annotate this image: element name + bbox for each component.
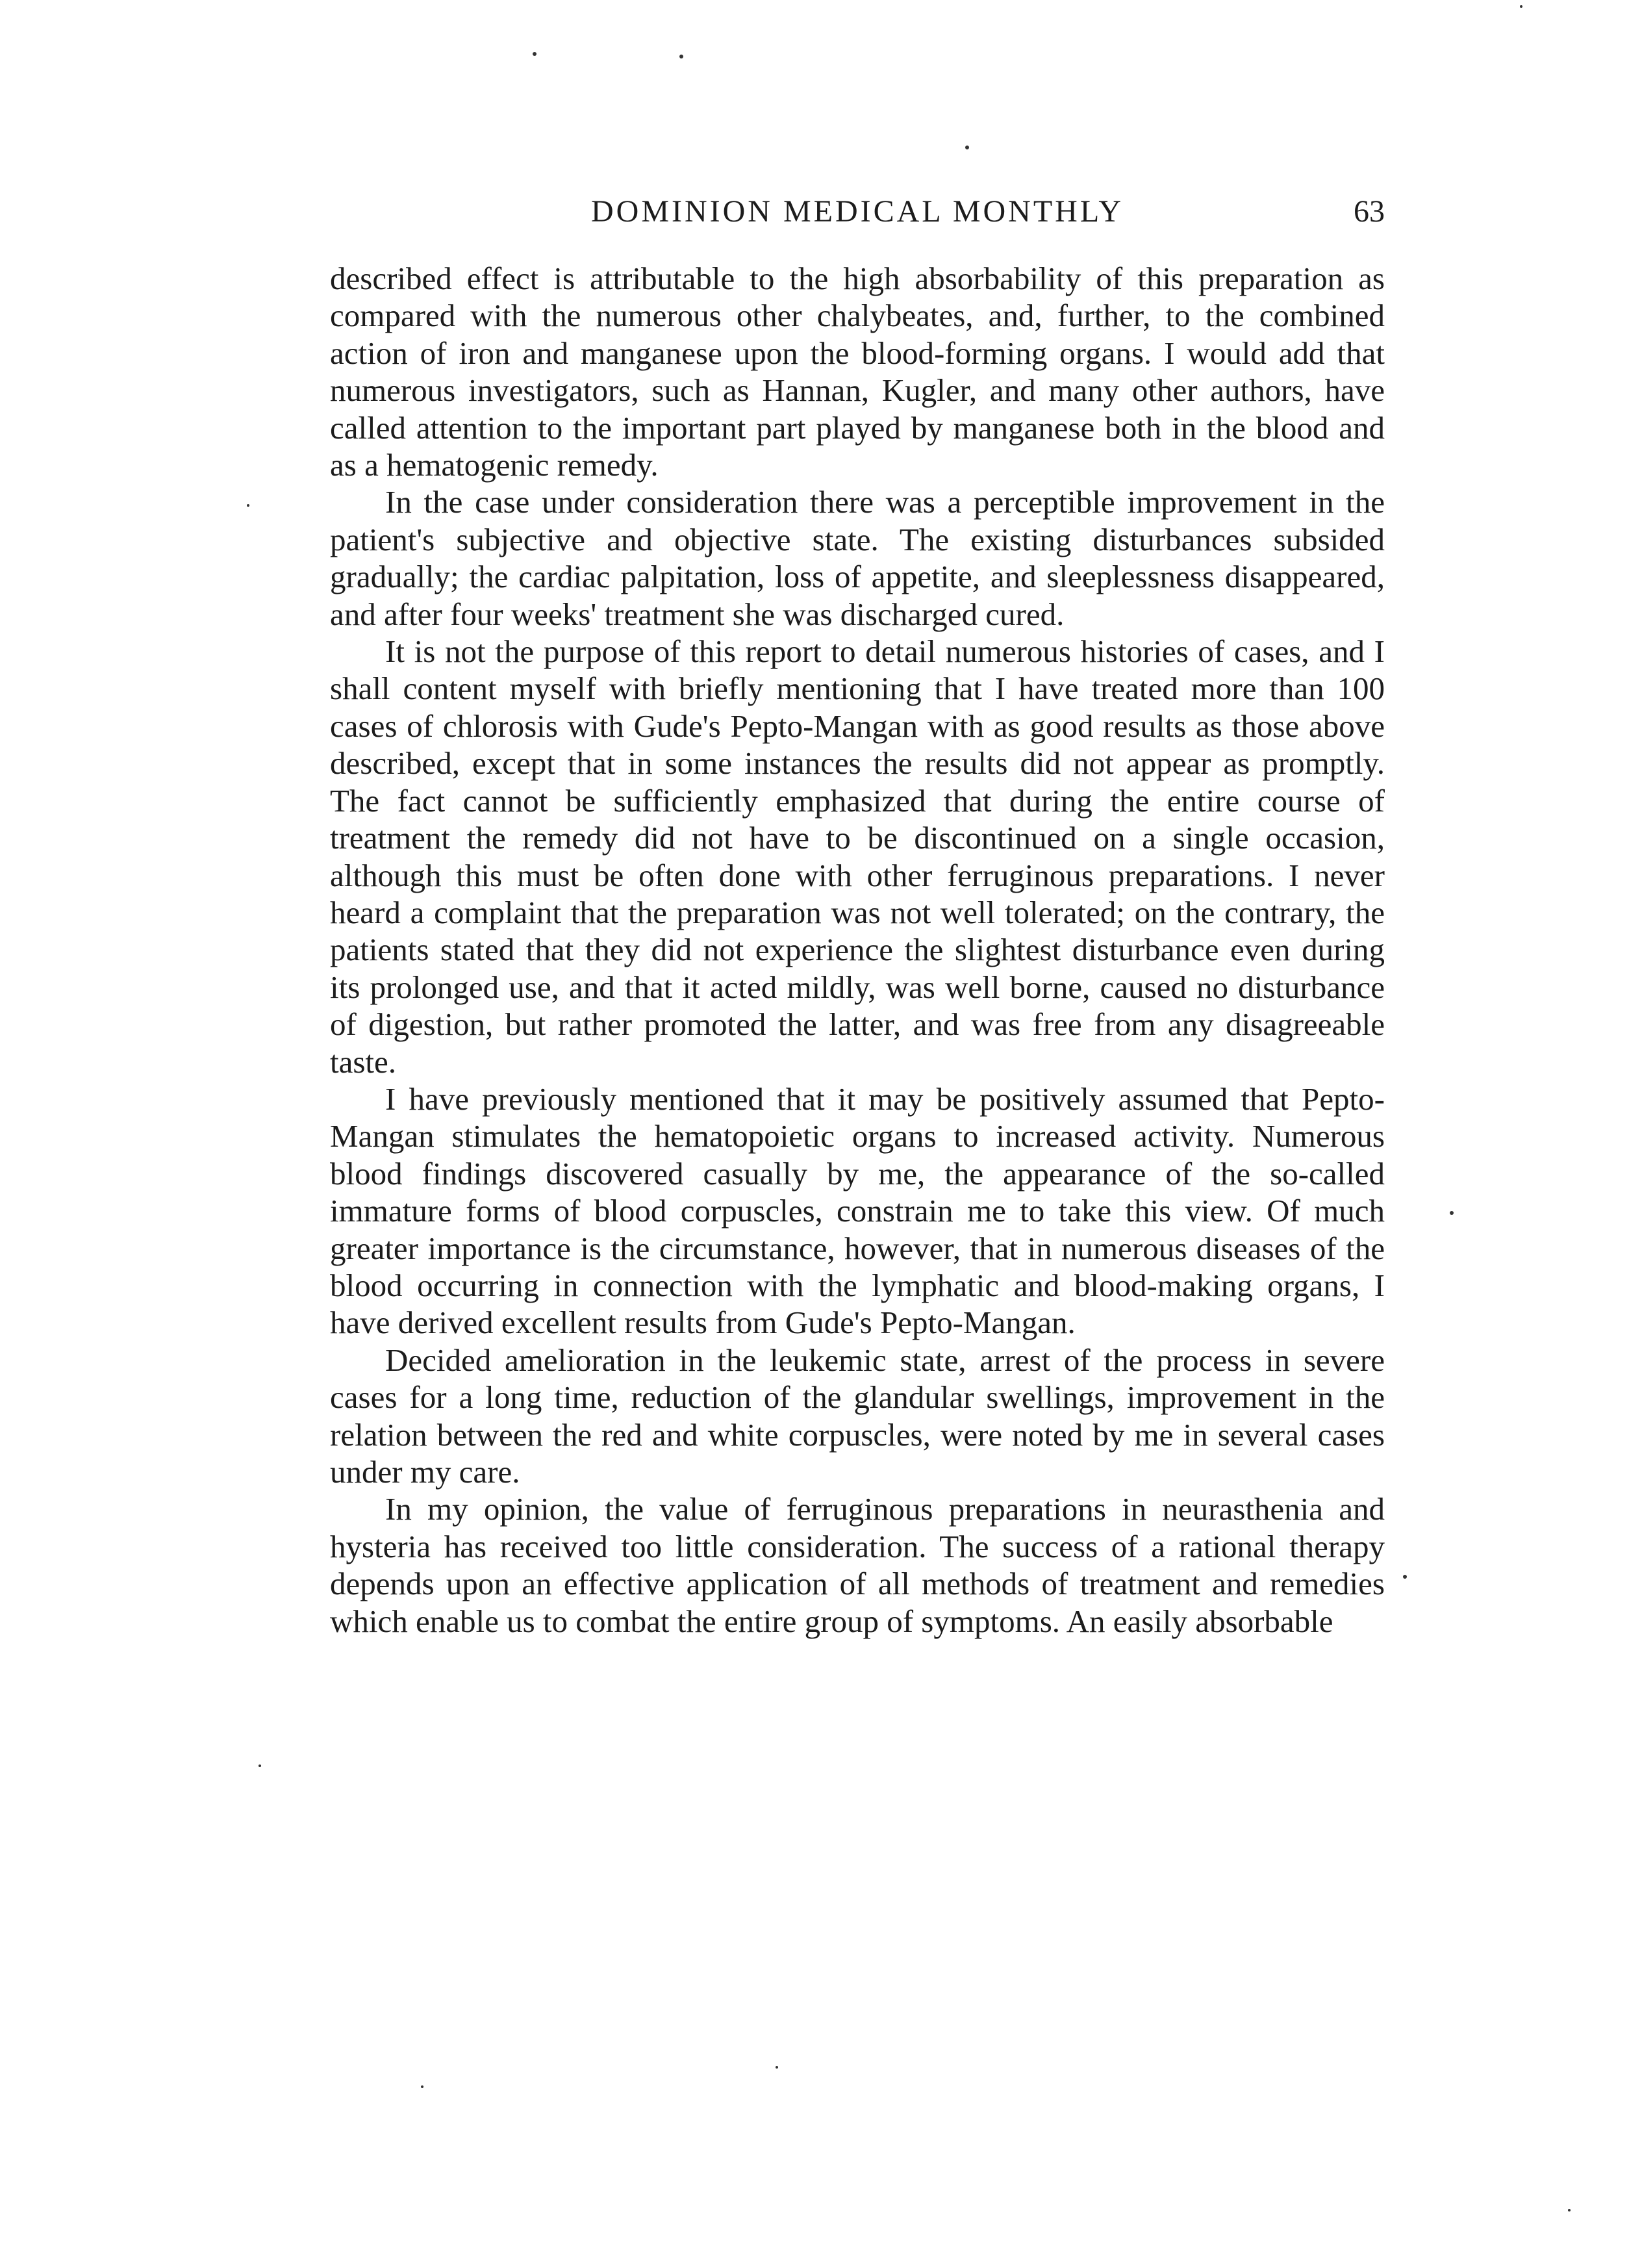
- scan-speck: [259, 1765, 261, 1767]
- paragraph: It is not the purpose of this report to detail numerous histories of cases, and I shall content myself with briefly mentioning that I have treated more than 100 cases of chlorosis with Gude's Pepto-Mangan with as good results as those above described, except that in some instances the results did not appear as promptly. The fact cannot be sufficiently emphasized that during the entire course of treatment the remedy did not have to be discontinued on a single occasion, although this must be often done with other ferruginous preparations. I never heard a complaint that the preparation was not well tolerated; on the contrary, the patients stated that they did not experience the slightest disturbance even during its prolonged use, and that it acted mildly, was well borne, caused no disturbance of digestion, but rather promoted the latter, and was free from any disagreeable taste.: [330, 633, 1385, 1080]
- scan-speck: [1520, 5, 1522, 8]
- page-number: 63: [1354, 194, 1385, 229]
- scan-speck: [247, 504, 249, 507]
- paragraph-continued: described effect is attributable to the high absorbability of this preparation as compared with the numerous other chalybeates, and, further, to the combined action of iron and manganese upon the blood-forming organs. I would add that numerous investigators, such as Hannan, Kugler, and many other authors, have called attention to the important part played by manganese both in the blood and as a hematogenic remedy.: [330, 261, 1385, 483]
- paragraph: In my opinion, the value of ferruginous preparations in neurasthenia and hysteria has received too little consideration. The success of a rational therapy depends upon an effective application of all methods of treatment and remedies which enable us to combat the entire group of symptoms. An easily absorbable: [330, 1491, 1385, 1639]
- running-head: [330, 192, 1385, 231]
- scan-speck: [421, 2085, 423, 2088]
- scan-speck: [965, 146, 969, 149]
- scan-speck: [1403, 1575, 1407, 1579]
- scan-speck: [1450, 1211, 1454, 1215]
- scan-speck: [1568, 2209, 1571, 2211]
- scan-speck: [533, 52, 537, 56]
- scan-speck: [776, 2066, 778, 2069]
- paragraph: I have previously mentioned that it may be positively assumed that Pepto-Mangan stimulates the hematopoietic organs to increased activity. Numerous blood findings discovered casually by me, the appearance of the so-called immature forms of blood corpuscles, constrain me to take this view. Of much greater importance is the circumstance, however, that in numerous diseases of the blood occurring in connection with the lymphatic and blood-making organs, I have derived excellent results from Gude's Pepto-Mangan.: [330, 1080, 1385, 1341]
- scan-speck: [679, 55, 683, 58]
- body-text: [330, 260, 1385, 1640]
- journal-title: DOMINION MEDICAL MONTHLY: [590, 194, 1124, 229]
- paragraph: In the case under consideration there was a perceptible improvement in the patient's subjective and objective state. The existing disturbances subsided gradually; the cardiac palpitation, loss of appetite, and sleeplessness disappeared, and after four weeks' treatment she was discharged cured.: [330, 484, 1385, 632]
- paragraph: Decided amelioration in the leukemic state, arrest of the process in severe cases for a long time, reduction of the glandular swellings, improvement in the relation between the red and white corpuscles, were noted by me in several cases under my care.: [330, 1342, 1385, 1490]
